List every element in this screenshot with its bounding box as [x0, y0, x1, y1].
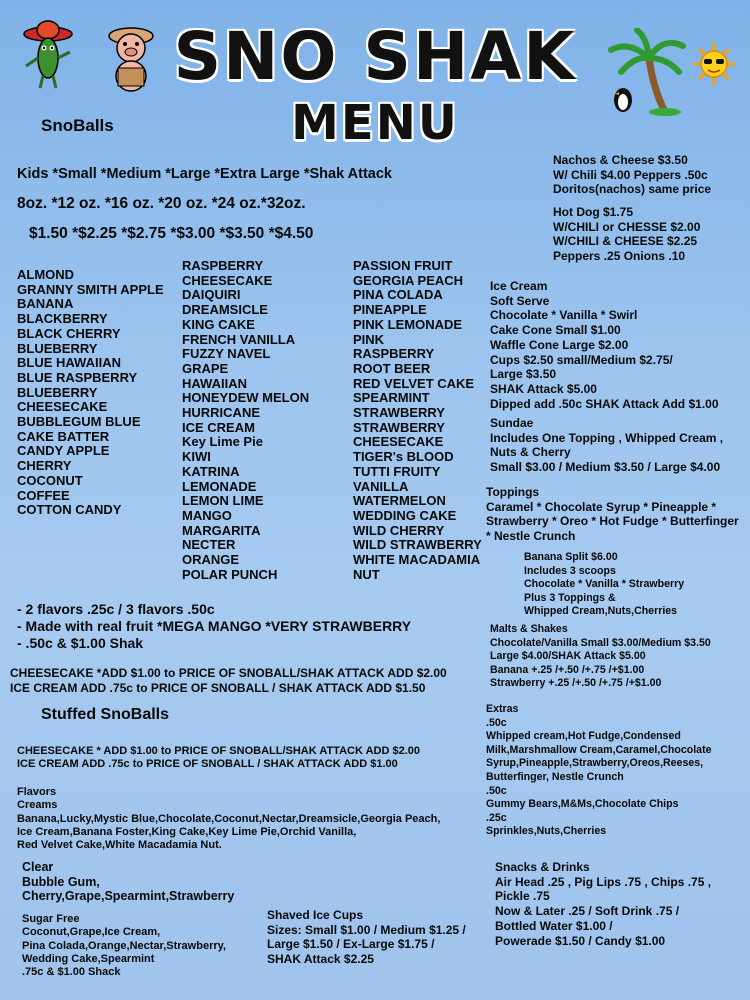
flavor-item: WILD CHERRY [353, 522, 445, 538]
flavor-item: BLUEBERRY [17, 340, 98, 356]
flavor-item: PINA COLADA [353, 287, 443, 303]
flavor-item: CHEESECAKE [17, 399, 108, 415]
snoballs-heading: SnoBalls [41, 116, 114, 135]
shaved-ice-line: Shaved Ice Cups [267, 908, 364, 922]
shaved-ice-cups [267, 908, 466, 967]
snacks-line: Powerade $1.50 / Candy $1.00 [495, 933, 666, 948]
flavor-item: COTTON CANDY [17, 502, 122, 518]
extras-line: .50c [486, 716, 507, 729]
stuffed-flavor-line: Ice Cream,Banana Foster,King Cake,Key Lime Pie,Orchid Vanilla, [17, 825, 357, 838]
flavor-item: MARGARITA [182, 522, 261, 538]
stuffed-flavor-line: Banana,Lucky,Mystic Blue,Chocolate,Coconut,Nectar,Dreamsicle,Georgia Peach, [17, 812, 441, 825]
extras-line: Whipped cream,Hot Fudge,Condensed [486, 730, 681, 743]
nachos-section [553, 153, 711, 197]
icecream-line: Cake Cone Small $1.00 [490, 323, 621, 338]
flavor-list-1 [17, 268, 164, 518]
icecream-section [490, 279, 719, 411]
icecream-line: Soft Serve [490, 293, 550, 308]
sundae-section [490, 416, 723, 475]
hotdog-line: Hot Dog $1.75 [553, 205, 634, 219]
addon-icecream: ICE CREAM ADD .75c to PRICE OF SNOBALL / SHAK ATTACK ADD $1.50 [10, 681, 426, 695]
page-title: SNO SHAK [173, 18, 577, 95]
sundae-line: Small $3.00 / Medium $3.50 / Large $4.00 [490, 460, 721, 475]
flavor-item: WATERMELON [353, 493, 446, 509]
stuffed-sugar-free-line: Pina Colada,Orange,Nectar,Strawberry, [22, 939, 226, 952]
flavor-item: KATRINA [182, 463, 240, 479]
flavor-item: GRANNY SMITH APPLE [17, 281, 164, 297]
stuffed-heading: Stuffed SnoBalls [41, 706, 170, 723]
flavor-item: PINK [353, 331, 385, 347]
icecream-line: Cups $2.50 small/Medium $2.75/ [490, 352, 673, 367]
toppings-line: Toppings [486, 485, 540, 499]
nachos-line: Doritos(nachos) same price [553, 182, 712, 197]
stuffed-clear [22, 860, 234, 904]
stuffed-sugar-free-line: .75c & $1.00 Shack [22, 966, 121, 979]
nachos-line: W/ Chili $4.00 Peppers .50c [553, 167, 708, 182]
flavor-item: PASSION FRUIT [353, 258, 453, 273]
flavor-item: RASPBERRY [182, 258, 264, 273]
stuffed-flavor-line: Flavors [17, 786, 57, 798]
flavor-item: PINEAPPLE [353, 302, 427, 318]
sundae-line: Nuts & Cherry [490, 445, 571, 460]
hotdog-section [553, 205, 700, 264]
flavor-item: STRAWBERRY [353, 405, 445, 421]
malts-line: Large $4.00/SHAK Attack $5.00 [490, 650, 646, 663]
flavor-item: BUBBLEGUM BLUE [17, 414, 141, 430]
flavor-item: NUT [353, 566, 380, 582]
flavor-item: BLUEBERRY [17, 384, 98, 400]
malts-line: Banana +.25 /+.50 /+.75 /+$1.00 [490, 663, 645, 676]
note-real-fruit: - Made with real fruit *MEGA MANGO *VERY STRAWBERRY [17, 618, 412, 634]
extras-line: Syrup,Pineapple,Strawberry,Oreos,Reeses, [486, 757, 704, 770]
flavor-item: COCONUT [17, 472, 83, 488]
flavor-item: TUTTI FRUITY [353, 463, 441, 479]
banana-split-line: Whipped Cream,Nuts,Cherries [524, 605, 678, 618]
stuffed-sugar-free-line: Sugar Free [22, 913, 80, 925]
banana-split-line: Banana Split $6.00 [524, 551, 618, 563]
malts-line: Malts & Shakes [490, 623, 568, 635]
snoballs-prices: $1.50 *$2.25 *$2.75 *$3.00 *$3.50 *$4.50 [29, 225, 314, 242]
flavor-item: DAIQUIRI [182, 287, 241, 303]
icecream-line: Chocolate * Vanilla * Swirl [490, 308, 638, 323]
stuffed-sugar-free-line: Coconut,Grape,Ice Cream, [22, 926, 161, 939]
flavor-item: ORANGE [182, 552, 240, 568]
flavor-item: MANGO [182, 507, 232, 523]
flavor-item: SPEARMINT [353, 390, 430, 406]
extras-line: Extras [486, 703, 519, 715]
snacks-section [495, 860, 711, 948]
flavor-item: Key Lime Pie [182, 434, 263, 450]
sundae-line: Includes One Topping , Whipped Cream , [490, 430, 724, 445]
banana-split-line: Plus 3 Toppings & [524, 591, 616, 604]
banana-split-section [524, 551, 684, 619]
icecream-line: SHAK Attack $5.00 [490, 381, 597, 396]
stuffed-flavors [17, 786, 440, 852]
extras-line: Sprinkles,Nuts,Cherries [486, 825, 607, 838]
stuffed-flavor-line: Creams [17, 799, 58, 812]
flavor-item: COFFEE [17, 487, 70, 503]
flavor-item: FRENCH VANILLA [182, 331, 296, 347]
extras-line: Butterfinger, Nestle Crunch [486, 770, 624, 783]
flavor-item: VANILLA [353, 478, 409, 494]
icecream-line: Waffle Cone Large $2.00 [490, 337, 629, 352]
flavor-item: CHEESECAKE [353, 434, 444, 450]
extras-section [486, 703, 712, 839]
icecream-line: Large $3.50 [490, 367, 557, 382]
flavor-item: ALMOND [17, 267, 75, 282]
stuffed-sugar-free [22, 913, 226, 979]
page-subtitle: MENU [291, 95, 459, 151]
flavor-item: HURRICANE [182, 405, 260, 421]
flavor-list-2 [182, 259, 309, 582]
snacks-line: Bottled Water $1.00 / [495, 918, 613, 933]
flavor-item: GRAPE [182, 360, 229, 376]
hotdog-line: W/CHILI or CHESSE $2.00 [553, 219, 701, 234]
flavor-item: TIGER's BLOOD [353, 449, 454, 465]
flavor-item: NECTER [182, 537, 236, 553]
flavor-item: DREAMSICLE [182, 302, 268, 318]
flavor-item: KIWI [182, 449, 211, 465]
note-shak: - .50c & $1.00 Shak [17, 635, 144, 651]
flavor-item: BANANA [17, 296, 74, 312]
flavor-item: BLACK CHERRY [17, 325, 121, 341]
addon-cheesecake: CHEESECAKE *ADD $1.00 to PRICE OF SNOBALL/SHAK ATTACK ADD $2.00 [10, 666, 447, 680]
flavor-item: CAKE BATTER [17, 428, 110, 444]
flavor-item: RED VELVET CAKE [353, 375, 475, 391]
flavor-item: KING CAKE [182, 316, 255, 332]
icecream-line: Ice Cream [490, 279, 548, 293]
flavor-item: ICE CREAM [182, 419, 255, 435]
banana-split-line: Includes 3 scoops [524, 564, 616, 577]
nachos-line: Nachos & Cheese $3.50 [553, 153, 688, 167]
flavor-item: CHEESECAKE [182, 272, 273, 288]
snoballs-sizes: Kids *Small *Medium *Large *Extra Large *Shak Attack [17, 166, 392, 182]
flavor-item: RASPBERRY [353, 346, 435, 362]
stuffed-clear-line: Bubble Gum, [22, 874, 100, 889]
flavor-item: CHERRY [17, 458, 72, 474]
banana-split-line: Chocolate * Vanilla * Strawberry [524, 578, 685, 591]
flavor-item: BLUE HAWAIIAN [17, 355, 121, 371]
flavor-item: HONEYDEW MELON [182, 390, 310, 406]
flavor-item: GEORGIA PEACH [353, 272, 464, 288]
flavor-item: HAWAIIAN [182, 375, 247, 391]
extras-line: .50c [486, 784, 507, 797]
sundae-line: Sundae [490, 416, 534, 430]
stuffed-sugar-free-line: Wedding Cake,Spearmint [22, 952, 155, 965]
stuffed-addons [17, 745, 420, 772]
toppings-line: Caramel * Chocolate Syrup * Pineapple * [486, 499, 717, 514]
stuffed-addon-line: CHEESECAKE * ADD $1.00 to PRICE OF SNOBALL/SHAK ATTACK ADD $2.00 [17, 745, 420, 757]
snoballs-ounces: 8oz. *12 oz. *16 oz. *20 oz. *24 oz.*32oz. [17, 195, 306, 212]
flavor-item: PINK LEMONADE [353, 316, 463, 332]
flavor-item: POLAR PUNCH [182, 566, 278, 582]
shaved-ice-line: SHAK Attack $2.25 [267, 952, 374, 967]
flavor-item: WHITE MACADAMIA [353, 552, 481, 568]
note-flavors: - 2 flavors .25c / 3 flavors .50c [17, 601, 215, 617]
toppings-section [486, 485, 739, 544]
shaved-ice-line: Sizes: Small $1.00 / Medium $1.25 / [267, 922, 466, 937]
flavor-item: CANDY APPLE [17, 443, 110, 459]
malts-line: Strawberry +.25 /+.50 /+.75 /+$1.00 [490, 677, 662, 690]
snacks-line: Pickle .75 [495, 889, 550, 904]
snacks-line: Air Head .25 , Pig Lips .75 , Chips .75 , [495, 874, 712, 889]
flavor-item: WEDDING CAKE [353, 507, 457, 523]
malts-section [490, 623, 711, 691]
icecream-line: Dipped add .50c SHAK Attack Add $1.00 [490, 396, 719, 411]
malts-line: Chocolate/Vanilla Small $3.00/Medium $3.50 [490, 636, 711, 649]
flavor-item: LEMON LIME [182, 493, 264, 509]
flavor-item: WILD STRAWBERRY [353, 537, 482, 553]
snacks-line: Now & Later .25 / Soft Drink .75 / [495, 904, 680, 919]
flavor-item: BLUE RASPBERRY [17, 369, 138, 385]
flavor-item: LEMONADE [182, 478, 257, 494]
stuffed-clear-line: Cherry,Grape,Spearmint,Strawberry [22, 889, 235, 903]
shaved-ice-line: Large $1.50 / Ex-Large $1.75 / [267, 937, 435, 952]
flavor-item: FUZZY NAVEL [182, 346, 271, 362]
stuffed-addon-line: ICE CREAM ADD .75c to PRICE OF SNOBALL / SHAK ATTACK ADD $1.00 [17, 758, 398, 771]
flavor-item: STRAWBERRY [353, 419, 445, 435]
toppings-line: * Nestle Crunch [486, 529, 576, 544]
extras-line: .25c [486, 811, 507, 824]
flavor-item: BLACKBERRY [17, 311, 108, 327]
extras-line: Gummy Bears,M&Ms,Chocolate Chips [486, 798, 679, 811]
flavor-item: ROOT BEER [353, 360, 431, 376]
snacks-line: Snacks & Drinks [495, 860, 590, 874]
toppings-line: Strawberry * Oreo * Hot Fudge * Butterfinger [486, 514, 739, 529]
stuffed-clear-line: Clear [22, 860, 54, 874]
hotdog-line: Peppers .25 Onions .10 [553, 249, 686, 264]
stuffed-flavor-line: Red Velvet Cake,White Macadamia Nut. [17, 839, 222, 852]
hotdog-line: W/CHILI & CHEESE $2.25 [553, 234, 698, 249]
extras-line: Milk,Marshmallow Cream,Caramel,Chocolate [486, 743, 712, 756]
flavor-list-3 [353, 259, 482, 582]
